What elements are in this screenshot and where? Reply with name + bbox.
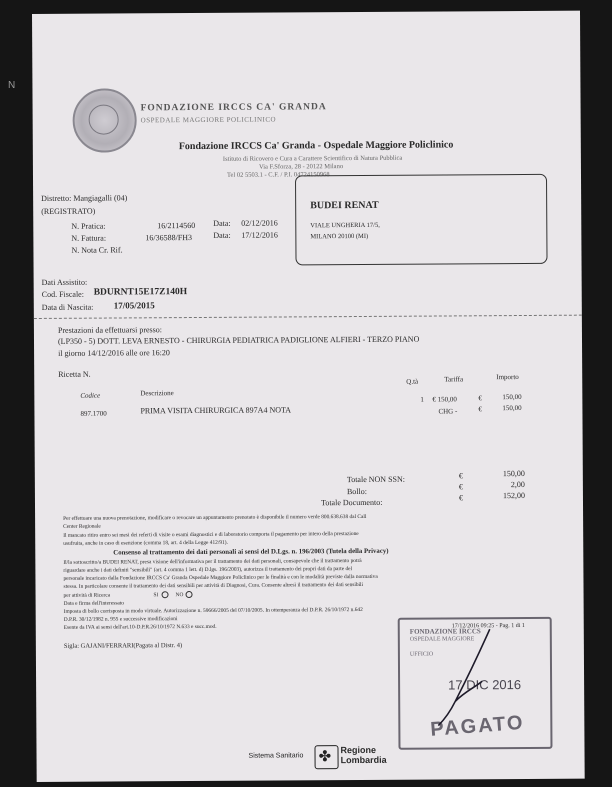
org-title: Fondazione IRCCS Ca' Granda - Ospedale Maggiore Policlinico bbox=[178, 139, 454, 153]
org-name-line1: FONDAZIONE IRCCS CA' GRANDA bbox=[140, 102, 327, 114]
legal-line: riguardare anche i dati definiti "sensibili" (art. 4 comma 1 lett. d) D.lgs. 196/2003), autorizza il trattamento dei propri dati da parte del bbox=[63, 566, 353, 574]
org-name-line2: OSPEDALE MAGGIORE POLICLINICO bbox=[140, 115, 277, 125]
stamp-line3: UFFICIO bbox=[409, 651, 434, 658]
patient-name: BUDEI RENAT bbox=[310, 199, 379, 212]
cf-value: BDURNT15E17Z140H bbox=[93, 287, 188, 298]
item-descrizione: PRIMA VISITA CHIRURGICA 897A4 NOTA bbox=[140, 405, 292, 416]
item-codice: 897.1700 bbox=[80, 409, 107, 418]
nascita-value: 17/05/2015 bbox=[113, 300, 155, 311]
totale-non-ssn-value: 150,00 bbox=[502, 468, 525, 479]
pratica-data: 02/12/2016 bbox=[241, 218, 278, 228]
patient-address-line2: MILANO 20100 (MI) bbox=[310, 232, 369, 241]
hospital-logo-icon bbox=[72, 88, 136, 152]
bollo-currency: € bbox=[458, 482, 463, 492]
legal-line: Data e firma dell'interessato bbox=[63, 600, 125, 607]
separator bbox=[34, 315, 582, 319]
org-subtitle: Istituto di Ricovero e Cura a Carattere Scientifico di Natura Pubblica bbox=[222, 154, 403, 163]
stamp-line2: OSPEDALE MAGGIORE bbox=[409, 636, 475, 643]
regione-lombardia-logo-icon bbox=[314, 745, 338, 769]
fattura-label: N. Fattura: bbox=[71, 233, 107, 243]
legal-line: D.P.R. 30/12/1982 n. 955 e successive modificazioni bbox=[63, 616, 178, 623]
consent-no-label: NO bbox=[175, 592, 184, 599]
handwritten-signature-icon bbox=[420, 621, 521, 732]
patient-address-box bbox=[295, 174, 548, 266]
consent-si-label: SI bbox=[153, 592, 159, 599]
legal-line: Per effettuare una nuova prenotazione, modificare o revocare un appuntamento prenotato è disponibile il numero verde 800.638.638 dal Call bbox=[63, 513, 367, 522]
totale-non-ssn-currency: € bbox=[458, 471, 463, 481]
ricetta-label: Ricetta N. bbox=[58, 369, 91, 379]
cf-label: Cod. Fiscale: bbox=[41, 289, 84, 299]
sigla: Sigla: GAJANI/FERRARI(Pagata al Distr. 4) bbox=[63, 642, 183, 650]
stamp-line1: FONDAZIONE IRCCS bbox=[409, 627, 481, 636]
col-qta: Q.tà bbox=[406, 377, 419, 386]
stamp-status: PAGATO bbox=[429, 711, 526, 741]
footer-regione-line1: Regione bbox=[340, 744, 377, 756]
col-codice: Codice bbox=[80, 391, 101, 400]
keyboard-key-label: N bbox=[8, 80, 16, 91]
bollo-label: Bollo: bbox=[346, 486, 367, 497]
fattura-data: 17/12/2016 bbox=[241, 230, 278, 240]
legal-line: stessa. In particolare consente il trattamento dei dati sensibili per attività di Diagnosi, Cura. Consente altresì il trattamento dei dati sensibili bbox=[63, 581, 364, 590]
footer-regione bbox=[340, 745, 386, 765]
nota-label: N. Nota Cr. Rif. bbox=[71, 245, 123, 255]
pratica-value: 16/2114560 bbox=[157, 221, 196, 231]
col-descrizione: Descrizione bbox=[140, 389, 174, 398]
legal-line: Il/la sottoscritto/a BUDEI RENAT, presa visione dell'informativa per il trattamento dei dati personali, consapevole che il trattamento potrà bbox=[63, 557, 362, 566]
footer-sistema: Sistema Sanitario bbox=[248, 752, 304, 760]
nascita-label: Data di Nascita: bbox=[41, 302, 94, 312]
legal-line: personale incaricato dalla Fondazione IRCCS Ca' Granda Ospedale Maggiore Policlinico per le finalità e con le modalità previste dalla normativa bbox=[63, 573, 378, 582]
col-importo: Importo bbox=[496, 373, 519, 382]
chg-importo: 150,00 bbox=[502, 404, 522, 413]
footer-regione-line2: Lombardia bbox=[340, 754, 387, 766]
totale-documento-value: 152,00 bbox=[502, 490, 525, 501]
prestazioni-data-ora: il giorno 14/12/2016 alle ore 16:20 bbox=[58, 348, 170, 358]
chg-label: CHG - bbox=[438, 407, 458, 416]
print-timestamp: 17/12/2016 09:25 - Pag. 1 di 1 bbox=[451, 623, 525, 630]
fattura-value: 16/36588/FH3 bbox=[145, 233, 193, 243]
legal-line: Center Regionale bbox=[63, 523, 101, 530]
item-tariffa: € 150,00 bbox=[432, 395, 457, 404]
totale-documento-currency: € bbox=[458, 493, 463, 503]
totale-non-ssn-label: Totale NON SSN: bbox=[346, 474, 405, 485]
consent-no-radio[interactable] bbox=[186, 591, 193, 598]
legal-line: Il mancato ritiro entro sei mesi dei referti di visite o esami diagnostici e di laboratorio comporta il pagamento per intero della prestazione bbox=[63, 531, 359, 539]
prestazioni-presso: (LP350 - 5) DOTT. LEVA ERNESTO - CHIRURGIA PEDIATRICA PADIGLIONE ALFIERI - TERZO PIANO bbox=[57, 334, 420, 346]
registrato: (REGISTRATO) bbox=[41, 206, 96, 216]
prestazioni-heading: Prestazioni da effettuarsi presso: bbox=[57, 325, 163, 335]
item-qta: 1 bbox=[420, 395, 424, 404]
pratica-data-label: Data: bbox=[213, 218, 231, 228]
org-address: Via F.Sforza, 28 - 20122 Milano bbox=[258, 163, 344, 171]
col-tariffa: Tariffa bbox=[444, 375, 464, 384]
invoice-document bbox=[32, 11, 585, 782]
legal-line: usufruita, anche in caso di esenzione (comma 18, art. 4 della Legge 412/91). bbox=[63, 539, 228, 547]
fattura-data-label: Data: bbox=[213, 230, 231, 240]
assistito-label: Dati Assistito: bbox=[41, 277, 88, 287]
distretto: Distretto: Mangiagalli (04) bbox=[41, 193, 128, 203]
legal-line: per attività di Ricerca bbox=[63, 592, 111, 599]
org-contacts: Tel 02 5503.1 - C.F. / P.I. 04724150968 bbox=[226, 171, 330, 179]
totale-documento-label: Totale Documento: bbox=[320, 497, 383, 508]
patient-address-line1: VIALE UNGHERIA 17/5, bbox=[310, 221, 380, 230]
bollo-value: 2,00 bbox=[510, 479, 525, 490]
item-importo-currency: € bbox=[478, 394, 482, 403]
item-importo: 150,00 bbox=[502, 393, 522, 402]
legal-line: Imposta di bollo corrisposta in modo virtuale. Autorizzazione n. 59666/2005 del 07/10/2005. In ottemperanza del D.P.R. 26/10/1972 n.642 bbox=[63, 606, 363, 615]
consent-si-radio[interactable] bbox=[162, 591, 169, 598]
chg-importo-currency: € bbox=[478, 405, 482, 414]
privacy-heading: Consenso al trattamento dei dati personali ai sensi del D.Lgs. n. 196/2003 (Tutela della Privacy) bbox=[113, 547, 389, 557]
stamp-date: 17 DIC 2016 bbox=[448, 677, 522, 693]
pratica-label: N. Pratica: bbox=[71, 221, 106, 231]
legal-line: Esente da IVA ai sensi dell'art.10-D.P.R.26/10/1972 N.633 e succ.mod. bbox=[63, 623, 217, 631]
